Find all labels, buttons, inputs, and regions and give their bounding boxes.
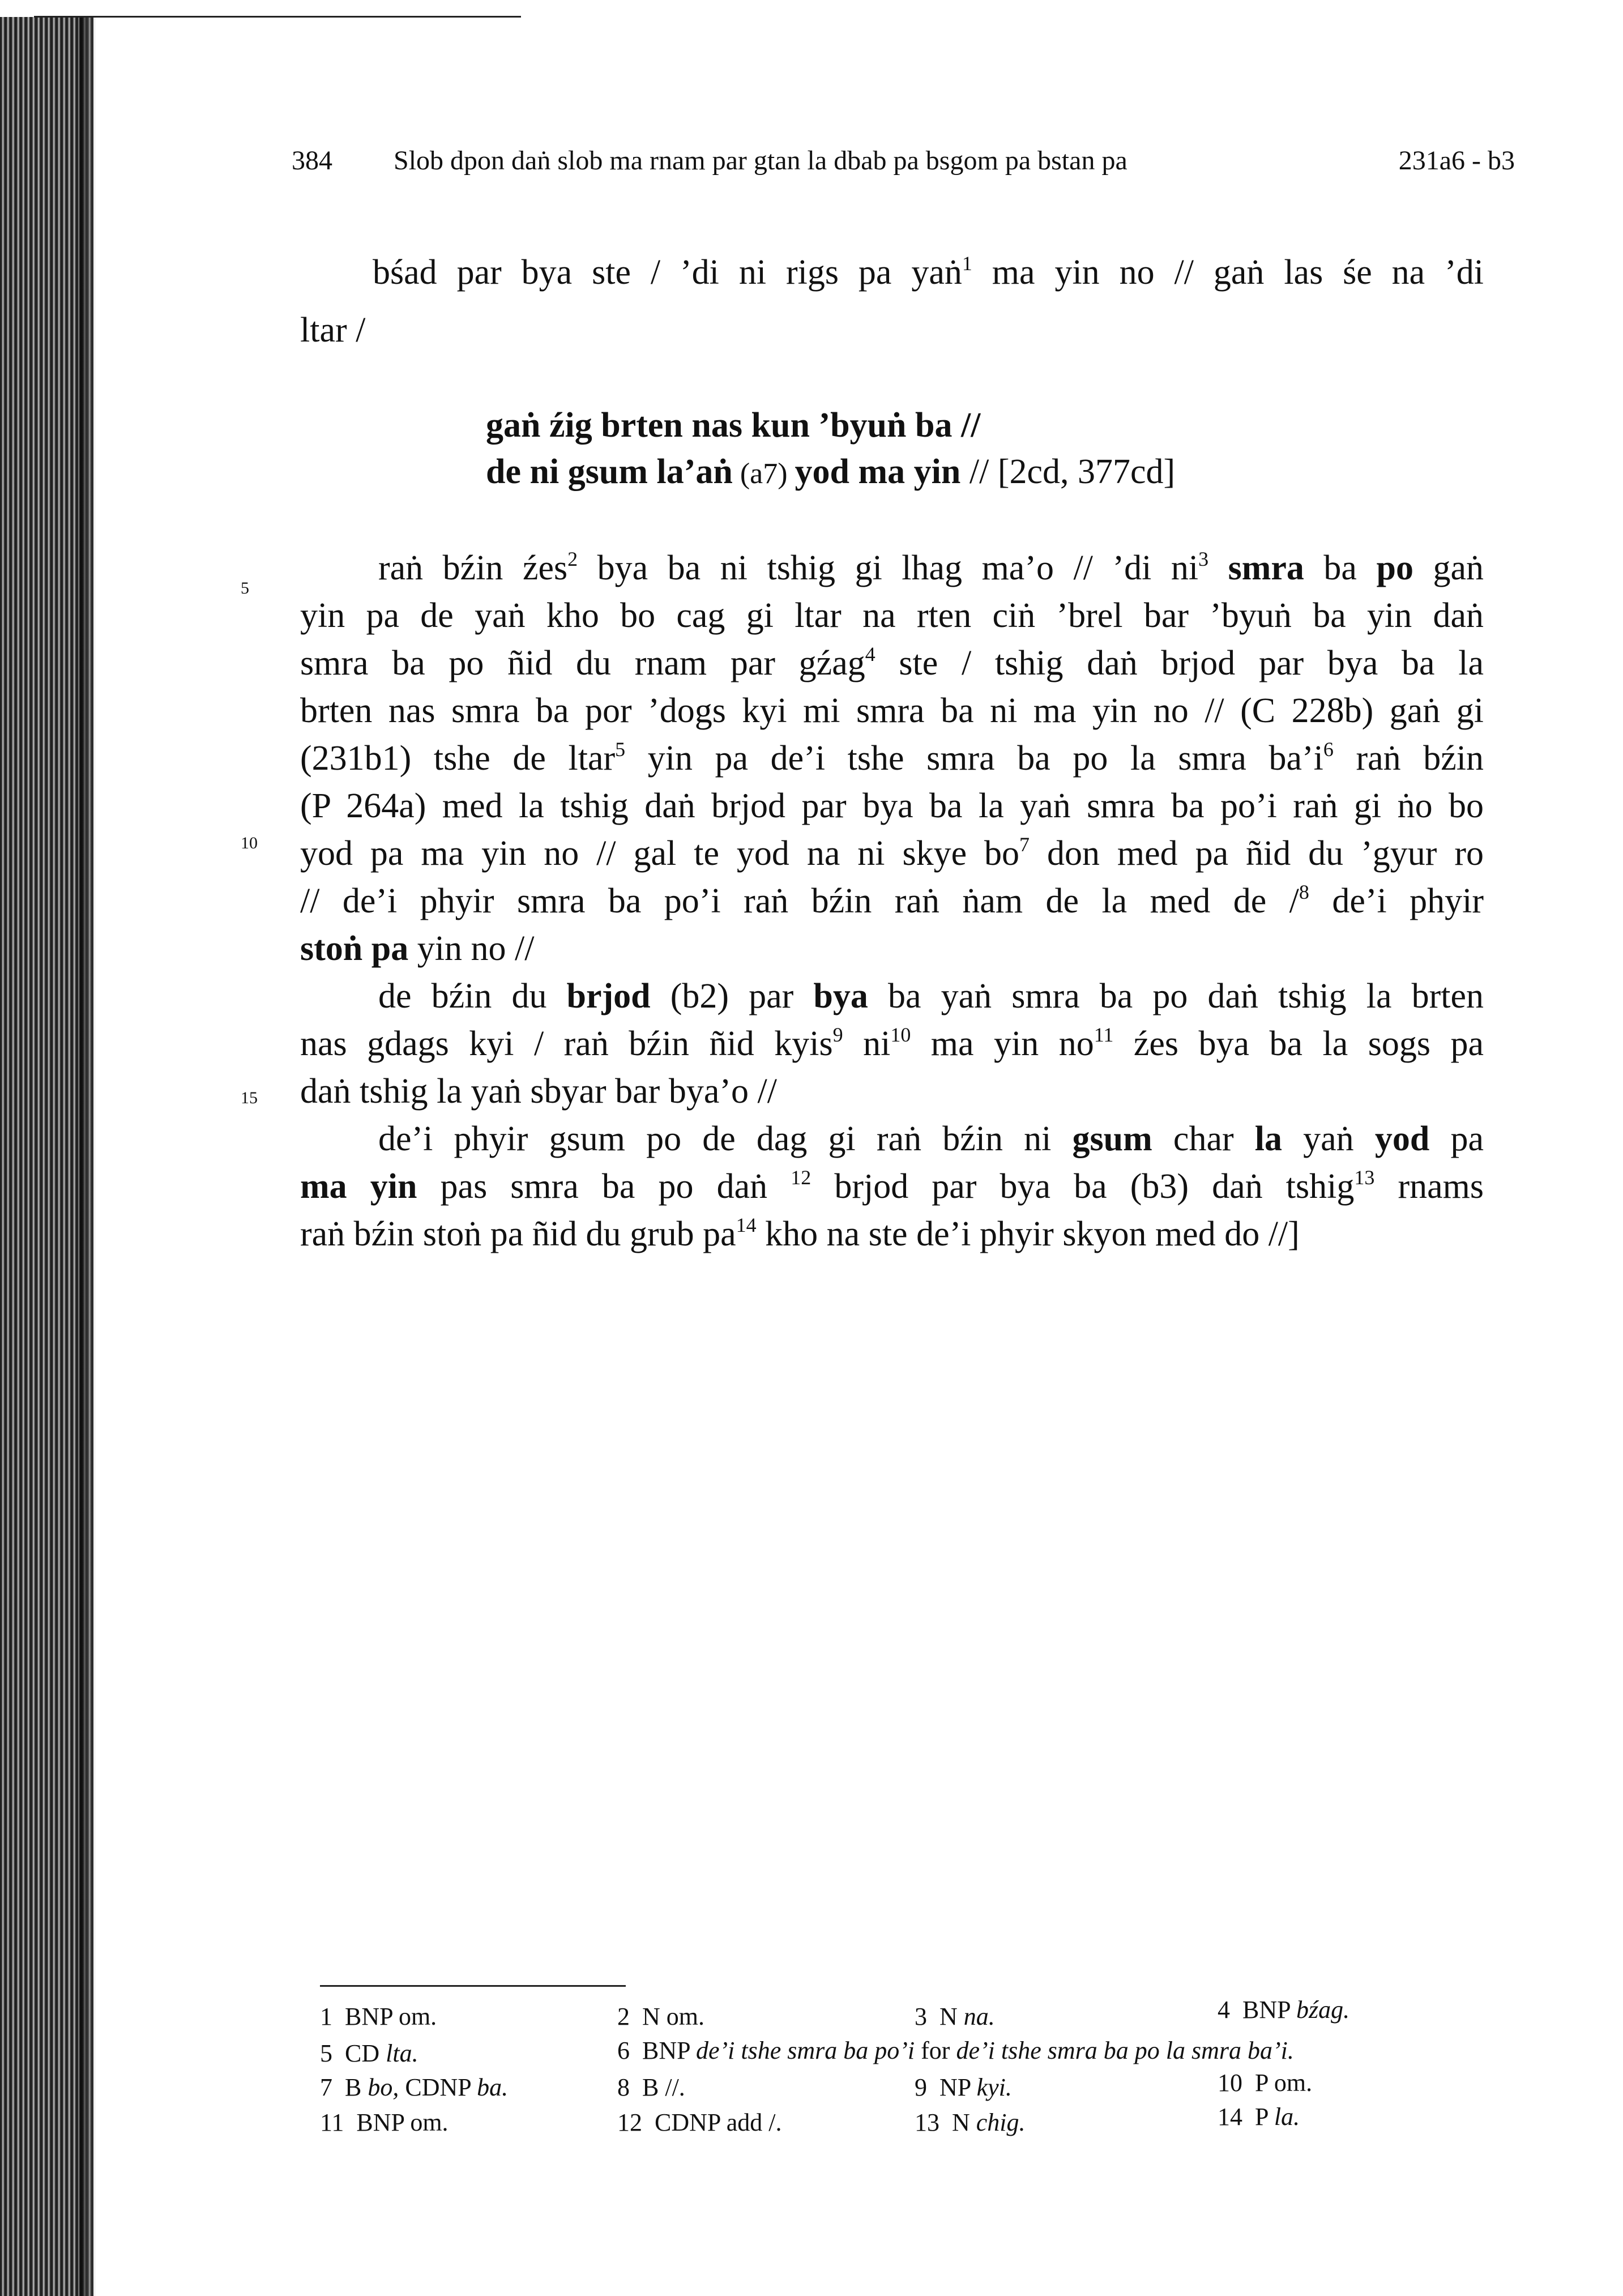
- footnote: 12 CDNP add /.: [617, 2109, 782, 2136]
- top-rule: [34, 16, 521, 18]
- footnote: 11 BNP om.: [320, 2109, 449, 2136]
- footnote: 13 N chig.: [915, 2109, 1026, 2136]
- text-line: ma yin pas smra ba po daṅ $^{12}$ brjod par bya ba (b3) daṅ tshig$^{13}$ rnams: [300, 1166, 1484, 1206]
- verse-line: de ni gsum la’aṅ (a7) yod ma yin // [2cd, 377cd]: [486, 453, 1176, 491]
- text-line: (P 264a) med la tshig daṅ brjod par bya ba la yaṅ smra ba po’i raṅ gi ṅo bo: [300, 787, 1484, 825]
- footnote: 7 B bo, CDNP ba.: [320, 2073, 509, 2101]
- running-head: [292, 145, 1515, 185]
- text-line: raṅ bźin źes$^2$ bya ba ni tshig gi lhag ma’o // ’di $ni^3$ smra ba po gaṅ: [378, 548, 1484, 587]
- footnote: 1 BNP om.: [320, 2003, 437, 2030]
- text-line: yin pa de yaṅ kho bo cag gi ltar na rten ciṅ ’brel bar ’byuṅ ba yin daṅ: [300, 596, 1484, 635]
- page-number: 384: [292, 146, 332, 176]
- footnote: 10 P om.: [1218, 2069, 1313, 2097]
- text-line: raṅ bźin stoṅ pa ñid du grub $pa^{14}$ kho na ste de’i phyir skyon med do //]: [300, 1214, 1300, 1253]
- folio-reference: 231a6 - b3: [1398, 146, 1515, 176]
- footnote: 14 P la.: [1218, 2103, 1300, 2131]
- text-line: ltar /: [300, 311, 366, 349]
- running-title: Slob dpon daṅ slob ma rnam par gtan la dbab pa bsgom pa bstan pa: [394, 146, 1127, 176]
- text-line: bśad par bya ste / ’di ni rigs pa yaṅ$^1$ ma yin no // gaṅ las śe na ’di: [373, 252, 1484, 292]
- footnote: 2 N om.: [617, 2003, 704, 2030]
- footnote: 3 N na.: [915, 2003, 995, 2030]
- line-number: 10: [241, 834, 258, 852]
- text-line: stoṅ pa yin no //: [300, 929, 535, 968]
- footnote: 8 B //.: [617, 2073, 685, 2101]
- verse-line: gaṅ źig brten nas kun ’byuṅ ba //: [486, 406, 981, 445]
- footnote: 6 BNP de’i tshe smra ba po’i for de’i tshe smra ba po la smra ba’i.: [617, 2037, 1294, 2064]
- footnote-rule: [320, 1985, 626, 1987]
- text-line: brten nas smra ba por ’dogs kyi mi smra ba ni ma yin no // (C 228b) gaṅ gi: [300, 692, 1484, 730]
- text-line: yod pa ma yin no // gal te yod na ni skye $bo^7$ don med pa ñid du ’gyur ro: [300, 833, 1484, 873]
- footnote: 5 CD lta.: [320, 2039, 418, 2067]
- line-number: 15: [241, 1089, 258, 1107]
- text-line: nas gdags kyi / raṅ bźin ñid kyis$^9$ $ni^{10}$ ma yin $no^{11}$ źes bya ba la sogs pa: [300, 1023, 1484, 1063]
- text-line: de bźin du brjod (b2) par bya ba yaṅ smra ba po daṅ tshig la brten: [378, 977, 1484, 1015]
- text-line: de’i phyir gsum po de dag gi raṅ bźin ni gsum char la yaṅ yod pa: [378, 1120, 1484, 1158]
- text-line: smra ba po ñid du rnam par gźag$^4$ ste / tshig daṅ brjod par bya ba la: [300, 643, 1484, 682]
- text-line: daṅ tshig la yaṅ sbyar bar bya’o //: [300, 1072, 777, 1111]
- footnote: 9 NP kyi.: [915, 2073, 1012, 2101]
- binding-shadow: [79, 17, 96, 2296]
- text-line: // de’i phyir smra ba po’i raṅ bźin raṅ ṅam de la med de /$^8$ de’i phyir: [300, 881, 1484, 920]
- footnote: 4 BNP bźag.: [1218, 1996, 1350, 2024]
- line-number: 5: [241, 579, 249, 598]
- text-line: (231b1) tshe de ltar$^5$ yin pa de’i tshe smra ba po la smra $ba’i^6$ raṅ bźin: [300, 738, 1484, 778]
